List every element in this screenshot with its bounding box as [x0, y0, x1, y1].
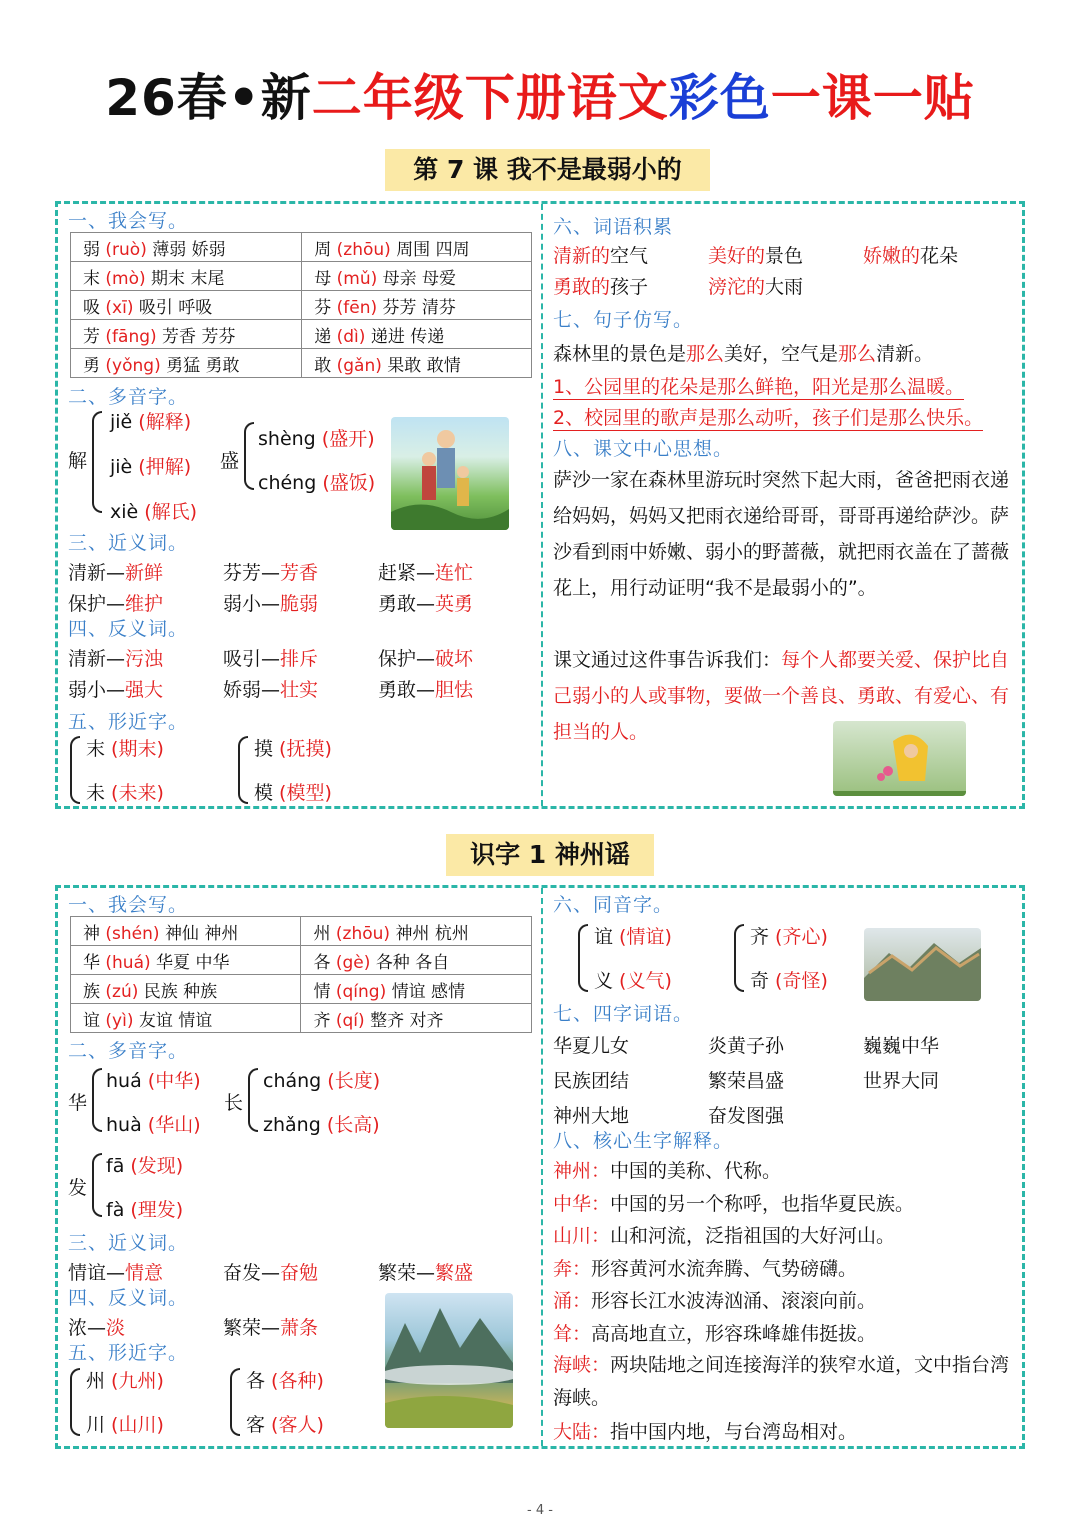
section-heading: 五、形近字。	[68, 711, 189, 733]
pinyin: (shén)	[100, 923, 165, 944]
example: (长高)	[326, 1114, 380, 1136]
poly-char: 盛	[220, 450, 240, 472]
pinyin: huá	[106, 1070, 148, 1092]
table-cell	[302, 320, 532, 349]
word: 奋发—	[223, 1262, 281, 1284]
antonym-pair	[68, 675, 163, 702]
section-heading: 五、形近字。	[68, 1342, 189, 1364]
poly-reading	[106, 1151, 183, 1178]
definition: 高高地直立，形容珠峰雄伟挺拔。	[591, 1323, 877, 1345]
words: 果敢 敢情	[387, 355, 461, 376]
pinyin: (mǔ)	[331, 268, 383, 289]
word: 新鲜	[125, 562, 164, 584]
section-heading: 一、我会写。	[68, 210, 189, 232]
brace	[92, 1068, 102, 1132]
char: 客	[246, 1414, 272, 1436]
synonym-pair	[68, 589, 163, 616]
definition: 形容长江水波涛汹涌、滚滚向前。	[591, 1290, 877, 1313]
word: 清新—	[68, 562, 126, 584]
similar-char	[86, 1366, 164, 1393]
pinyin: (zhōu)	[331, 239, 397, 260]
pinyin: (gǎn)	[331, 355, 388, 376]
pinyin: (dì)	[331, 326, 371, 347]
table-row	[71, 975, 532, 1004]
example: (山川)	[111, 1414, 164, 1436]
pinyin: (zú)	[100, 981, 144, 1002]
char: 芬	[314, 297, 332, 318]
section-heading: 一、我会写。	[68, 894, 189, 916]
idiom: 奋发图强	[708, 1105, 785, 1127]
synonym-pair	[68, 558, 163, 585]
word: 芳香	[280, 562, 319, 584]
definition: 形容黄河水流奔腾、气势磅礴。	[591, 1257, 858, 1280]
similar-char	[86, 778, 164, 805]
example: (各种)	[271, 1370, 324, 1392]
char: 递	[314, 326, 332, 347]
word: 破坏	[435, 648, 474, 670]
pinyin: (fāng)	[100, 326, 163, 347]
lesson-banner: 识字 1 神州谣	[446, 834, 654, 876]
word: 浓—	[68, 1317, 107, 1339]
lesson-banner: 第 7 课 我不是最弱小的	[385, 149, 710, 191]
word: 勇敢—	[378, 679, 436, 701]
word: 清新的	[553, 245, 611, 267]
brace	[92, 1153, 102, 1217]
char: 勇	[83, 355, 100, 376]
similar-char	[254, 778, 332, 805]
pinyin: (yǒng)	[100, 355, 167, 376]
write-table	[70, 232, 532, 378]
table-cell	[302, 291, 532, 320]
example: (情谊)	[619, 926, 672, 948]
char: 华	[83, 952, 100, 973]
table-row	[71, 320, 532, 349]
section-heading: 六、词语积累	[553, 216, 674, 238]
poly-reading	[258, 424, 375, 451]
definition: 山和河流，泛指祖国的大好河山。	[610, 1225, 896, 1248]
poly-reading	[110, 452, 191, 479]
table-cell	[71, 262, 302, 291]
section-heading: 七、句子仿写。	[553, 309, 694, 331]
example: (盛开)	[321, 428, 375, 450]
pinyin: fà	[106, 1199, 131, 1221]
word: 勇敢的	[553, 276, 611, 298]
word: 空气	[610, 245, 649, 267]
table-cell	[302, 262, 532, 291]
table-cell	[71, 320, 302, 349]
words: 薄弱 娇弱	[152, 239, 226, 260]
words: 神州 杭州	[395, 923, 469, 944]
example: (未来)	[111, 782, 164, 804]
section-heading: 二、多音字。	[68, 386, 189, 408]
example: (解氏)	[144, 501, 198, 523]
brace	[238, 736, 248, 804]
write-table	[70, 916, 532, 1033]
words: 神仙 神州	[164, 923, 239, 944]
column-divider	[541, 204, 543, 806]
imitation-sentence: 1、公园里的花朵是那么鲜艳，阳光是那么温暖。	[553, 372, 964, 400]
char: 各	[313, 952, 331, 973]
word: 萧条	[280, 1317, 319, 1339]
char: 模	[254, 782, 280, 804]
term: 奔：	[553, 1257, 592, 1280]
poly-reading	[106, 1066, 201, 1093]
definition-item: 海峡：两块陆地之间连接海洋的狭窄水道，文中指台湾海峡。	[553, 1354, 1010, 1409]
idiom: 炎黄子孙	[708, 1035, 785, 1057]
example: (客人)	[271, 1414, 324, 1436]
char: 母	[314, 268, 332, 289]
brace	[248, 1068, 258, 1132]
section-heading: 六、同音字。	[553, 894, 674, 916]
example: (九州)	[111, 1370, 164, 1392]
poly-char: 长	[224, 1092, 244, 1114]
table-row	[71, 946, 532, 975]
table-cell	[71, 233, 302, 262]
imitation-sentence: 2、校园里的歌声是那么动听，孩子们是那么快乐。	[553, 403, 983, 431]
vocab-item	[553, 272, 648, 299]
poly-char: 解	[68, 450, 88, 472]
pinyin: (huá)	[100, 952, 157, 973]
poly-reading	[258, 468, 375, 495]
table-cell	[71, 917, 301, 946]
word: 勇敢—	[378, 593, 436, 615]
poly-reading	[263, 1110, 380, 1137]
pinyin: chéng	[258, 472, 323, 494]
table-row	[71, 233, 532, 262]
girl-illustration	[833, 721, 966, 796]
pinyin: (zhōu)	[330, 923, 396, 944]
example: (奇怪)	[775, 970, 828, 992]
poly-reading	[106, 1195, 183, 1222]
term: 神州：	[553, 1160, 611, 1182]
words: 母亲 母爱	[382, 268, 457, 289]
example: (发现)	[130, 1155, 184, 1177]
vocab-item	[708, 241, 803, 268]
word: 吸引—	[223, 648, 281, 670]
char: 州	[313, 923, 331, 944]
table-row	[71, 1004, 532, 1033]
definition-item	[553, 1254, 857, 1281]
char: 情	[313, 981, 331, 1002]
synonym-pair	[223, 558, 318, 585]
definition-item	[553, 1156, 781, 1183]
definition: 中国的另一个称呼，也指华夏民族。	[610, 1192, 915, 1215]
pinyin: jiě	[110, 411, 139, 433]
pinyin: (yì)	[100, 1010, 139, 1031]
pinyin: cháng	[263, 1070, 328, 1092]
example: (盛饭)	[322, 472, 376, 494]
word: 情谊—	[68, 1262, 126, 1284]
center-lesson: 课文通过这件事告诉我们：每个人都要关爱、保护比自己弱小的人或事物，要做一个善良、勇敢、有爱心、有担当的人。	[553, 649, 1010, 743]
brace	[70, 736, 80, 804]
homophone	[594, 922, 672, 949]
pinyin: jiè	[110, 456, 139, 478]
homophone	[750, 966, 828, 993]
table-row	[71, 917, 532, 946]
char: 族	[83, 981, 100, 1002]
poly-char: 发	[68, 1177, 88, 1199]
word: 弱小—	[68, 679, 126, 701]
idiom: 巍巍中华	[863, 1035, 940, 1057]
word: 淡	[106, 1317, 126, 1339]
word: 繁荣—	[223, 1317, 281, 1339]
char: 谊	[83, 1010, 100, 1031]
char: 周	[314, 239, 332, 260]
example: (中华)	[147, 1070, 201, 1092]
example: (长度)	[327, 1070, 381, 1092]
word: 强大	[125, 679, 164, 701]
synonym-pair	[378, 558, 473, 585]
word: 脆弱	[280, 593, 319, 615]
char: 川	[86, 1414, 112, 1436]
page-number: - 4 -	[527, 1503, 553, 1518]
word: 孩子	[610, 276, 649, 298]
similar-char	[246, 1410, 324, 1437]
poly-reading	[106, 1110, 201, 1137]
example: (期末)	[111, 738, 164, 760]
section-heading: 四、反义词。	[68, 1287, 189, 1309]
idiom: 繁荣昌盛	[708, 1070, 785, 1092]
char: 各	[246, 1370, 272, 1392]
homophone	[594, 966, 672, 993]
similar-char	[254, 734, 332, 761]
idiom: 民族团结	[553, 1070, 630, 1092]
word: 芬芳—	[223, 562, 281, 584]
word: 弱小—	[223, 593, 281, 615]
example: (齐心)	[775, 926, 828, 948]
words: 吸引 呼吸	[138, 297, 213, 318]
antonym-pair	[223, 675, 318, 702]
definition-item	[553, 1286, 876, 1313]
words: 各种 各自	[375, 952, 450, 973]
column-divider	[541, 888, 543, 1446]
pinyin: (fēn)	[331, 297, 383, 318]
example: (解释)	[138, 411, 192, 433]
words: 情谊 感情	[391, 981, 466, 1002]
term: 山川：	[553, 1225, 611, 1248]
section-heading: 八、核心生字解释。	[553, 1130, 734, 1152]
pinyin: (mò)	[100, 268, 152, 289]
poly-reading	[110, 407, 191, 434]
synonym-pair	[223, 1258, 318, 1285]
char: 吸	[83, 297, 100, 318]
words: 友谊 情谊	[138, 1010, 213, 1031]
words: 整齐 对齐	[370, 1010, 444, 1031]
word: 排斥	[280, 648, 319, 670]
similar-char	[246, 1366, 324, 1393]
word: 赶紧—	[378, 562, 436, 584]
pinyin: fā	[106, 1155, 131, 1177]
words: 芬芳 清芬	[382, 297, 456, 318]
homophone	[750, 922, 828, 949]
definition: 中国的美称、代称。	[610, 1160, 782, 1182]
center-idea: 萨沙一家在森林里游玩时突然下起大雨，爸爸把雨衣递给妈妈，妈妈又把雨衣递给哥哥，哥哥再递给萨沙。萨沙看到雨中娇嫩、弱小的野蔷薇，就把雨衣盖在了蔷薇花上，用行动证明“我不是最弱小的”。	[553, 469, 1010, 599]
pinyin: (qíng)	[330, 981, 392, 1002]
word: 保护—	[378, 648, 436, 670]
great-wall-illustration	[864, 928, 981, 1001]
word: 维护	[125, 593, 164, 615]
char: 弱	[83, 239, 100, 260]
brace	[70, 1368, 80, 1436]
vocab-item	[863, 241, 958, 268]
char: 义	[594, 970, 620, 992]
char: 敢	[314, 355, 332, 376]
lesson1-panel	[55, 201, 1025, 809]
idiom: 神州大地	[553, 1105, 630, 1127]
example: (义气)	[619, 970, 672, 992]
example: (模型)	[279, 782, 332, 804]
word: 花朵	[920, 245, 959, 267]
table-cell	[71, 1004, 301, 1033]
antonym-pair	[378, 644, 473, 671]
poly-reading	[110, 497, 197, 524]
antonym-pair	[223, 1313, 318, 1340]
word: 美好的	[708, 245, 766, 267]
brace	[578, 924, 588, 992]
table-row	[71, 349, 532, 378]
idiom: 华夏儿女	[553, 1035, 630, 1057]
char: 齐	[750, 926, 776, 948]
pinyin: (ruò)	[100, 239, 153, 260]
synonym-pair	[378, 1258, 473, 1285]
definition-item	[553, 1221, 895, 1248]
term: 中华：	[553, 1192, 611, 1215]
poly-char: 华	[68, 1092, 88, 1114]
section-heading: 三、近义词。	[68, 532, 189, 554]
table-cell	[71, 975, 301, 1004]
table-cell	[301, 946, 532, 975]
vocab-item	[553, 241, 648, 268]
page-title: 26春•新二年级下册语文彩色一课一贴	[105, 69, 975, 127]
landscape-illustration	[385, 1293, 513, 1428]
term: 涌：	[553, 1290, 592, 1313]
definition-item: 大陆：指中国内地，与台湾岛相对。	[553, 1421, 858, 1443]
example: (抚摸)	[279, 738, 332, 760]
model-sentence: 森林里的景色是那么美好，空气是那么清新。	[553, 343, 934, 365]
word: 污浊	[125, 648, 164, 670]
word: 情意	[125, 1262, 164, 1284]
similar-char	[86, 734, 164, 761]
synonym-pair	[223, 589, 318, 616]
word: 胆怯	[435, 679, 474, 701]
section-heading: 八、课文中心思想。	[553, 438, 734, 460]
words: 周围 四周	[396, 239, 470, 260]
word: 景色	[765, 245, 804, 267]
pinyin: (xī)	[100, 297, 139, 318]
words: 民族 种族	[143, 981, 218, 1002]
word: 繁盛	[435, 1262, 474, 1284]
definition-item	[553, 1319, 876, 1346]
table-cell	[71, 349, 302, 378]
char: 末	[86, 738, 112, 760]
char: 谊	[594, 926, 620, 948]
synonym-pair	[378, 589, 473, 616]
example: (理发)	[130, 1199, 184, 1221]
table-cell	[301, 975, 532, 1004]
antonym-pair	[68, 1313, 125, 1340]
table-cell	[302, 349, 532, 378]
char: 芳	[83, 326, 100, 347]
word: 滂沱的	[708, 276, 766, 298]
section-heading: 七、四字词语。	[553, 1003, 694, 1025]
pinyin: zhǎng	[263, 1114, 327, 1136]
words: 华夏 中华	[156, 952, 230, 973]
pinyin: (qí)	[330, 1010, 371, 1031]
char: 未	[86, 782, 112, 804]
char: 齐	[313, 1010, 331, 1031]
pinyin: (gè)	[330, 952, 376, 973]
table-cell	[71, 946, 301, 975]
word: 奋勉	[280, 1262, 319, 1284]
example: (押解)	[138, 456, 192, 478]
words: 芳香 芳芬	[162, 326, 236, 347]
definition-item	[553, 1189, 914, 1216]
word: 娇弱—	[223, 679, 281, 701]
words: 期末 末尾	[151, 268, 225, 289]
char: 神	[83, 923, 100, 944]
word: 大雨	[765, 276, 804, 298]
table-cell	[302, 233, 532, 262]
section-heading: 四、反义词。	[68, 618, 189, 640]
word: 繁荣—	[378, 1262, 436, 1284]
word: 壮实	[280, 679, 319, 701]
pinyin: huà	[106, 1114, 148, 1136]
table-row	[71, 291, 532, 320]
word: 保护—	[68, 593, 126, 615]
table-cell	[301, 1004, 532, 1033]
section-heading: 二、多音字。	[68, 1040, 189, 1062]
brace	[734, 924, 744, 992]
words: 勇猛 勇敢	[166, 355, 240, 376]
term: 耸：	[553, 1323, 592, 1345]
table-cell	[71, 291, 302, 320]
brace	[230, 1368, 240, 1436]
char: 末	[83, 268, 100, 289]
char: 摸	[254, 738, 280, 760]
vocab-item	[708, 272, 803, 299]
pinyin: shèng	[258, 428, 322, 450]
char: 州	[86, 1370, 112, 1392]
similar-char	[86, 1410, 164, 1437]
pinyin: xiè	[110, 501, 145, 523]
table-row	[71, 262, 532, 291]
words: 递进 传递	[370, 326, 445, 347]
example: (华山)	[147, 1114, 201, 1136]
antonym-pair	[68, 644, 163, 671]
idiom: 世界大同	[863, 1070, 940, 1092]
antonym-pair	[223, 644, 318, 671]
table-cell	[301, 917, 532, 946]
brace	[92, 411, 102, 513]
poly-reading	[263, 1066, 380, 1093]
brace	[244, 422, 254, 490]
antonym-pair	[378, 675, 473, 702]
section-heading: 三、近义词。	[68, 1232, 189, 1254]
char: 奇	[750, 970, 776, 992]
word: 清新—	[68, 648, 126, 670]
word: 连忙	[435, 562, 474, 584]
synonym-pair	[68, 1258, 163, 1285]
word: 娇嫩的	[863, 245, 921, 267]
word: 英勇	[435, 593, 474, 615]
lesson2-panel	[55, 885, 1025, 1449]
family-illustration	[391, 417, 509, 530]
